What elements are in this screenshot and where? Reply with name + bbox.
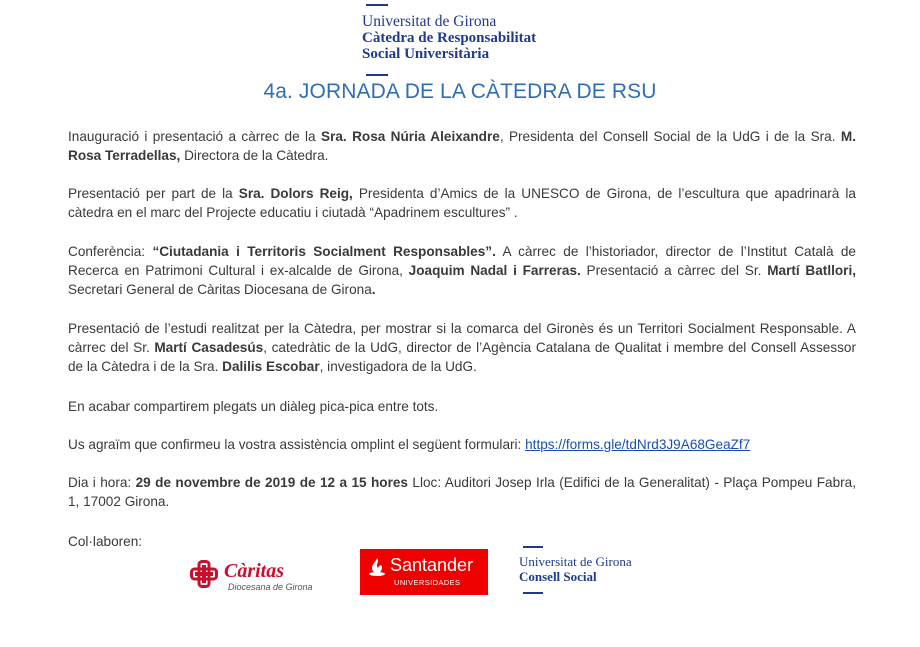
speaker-name: Martí Batllori,: [767, 263, 857, 278]
text: , Presidenta del Consell Social de la UdG i de la Sra.: [499, 129, 841, 144]
text: Presentació a càrrec del Sr.: [580, 263, 768, 278]
paragraph-registration: [68, 435, 856, 454]
santander-flame-icon: [367, 557, 387, 577]
text: Directora de la Càtedra.: [180, 148, 329, 163]
logo-top-mark: [523, 546, 543, 548]
udg-consell-social-logo: [519, 544, 669, 596]
text: Presentació per part de la: [68, 186, 239, 201]
text: Inauguració i presentació a càrrec de la: [68, 129, 321, 144]
text: Conferència:: [68, 244, 153, 259]
registration-form-link[interactable]: https://forms.gle/tdNrd3J9A68GeaZf7: [525, 437, 751, 452]
logo-line-consell: Consell Social: [519, 569, 597, 584]
paragraph-study: [68, 319, 856, 376]
paragraph-inauguration: [68, 127, 856, 165]
page-title: 4a. JORNADA DE LA CÀTEDRA DE RSU: [263, 80, 657, 103]
santander-logo: [360, 549, 488, 595]
paragraph-date-place: [68, 473, 856, 511]
santander-name: Santander: [390, 555, 474, 575]
speaker-name: Dalilis Escobar: [222, 359, 320, 374]
text: Presidenta d’Amics de la UNESCO de Girona, de l’escultura que apadrinarà la càtedra en el marc del Projecte educatiu i ciutadà “Apadrinem escultures” .: [68, 186, 856, 220]
logo-line-social: Social Universitària: [362, 46, 490, 62]
text: Secretari General de Càritas Diocesana de Girona: [68, 282, 372, 297]
logo-line-university: Universitat de Girona: [362, 13, 497, 30]
speaker-name: M. Rosa Terradellas,: [68, 129, 856, 163]
text: .: [371, 282, 376, 297]
text: , catedràtic de la UdG, director de l’Agència Catalana de Qualitat i membre del Consell Assessor de la Càtedra i de la Sra.: [68, 340, 856, 374]
logo-bottom-mark: [523, 592, 543, 594]
speaker-name: Joaquim Nadal i Farreras.: [408, 263, 581, 278]
collaborators-label: Col·laboren:: [68, 534, 143, 549]
text: Presentació de l’estudi realitzat per la Càtedra, per mostrar si la comarca del Gironès és un Territori Socialment Responsable. A càrrec del Sr.: [68, 321, 856, 355]
caritas-logo: [190, 558, 330, 598]
paragraph-closing: En acabar compartirem plegats un diàleg pica-pica entre tots.: [68, 399, 439, 414]
text: Dia i hora:: [68, 475, 136, 490]
udg-catedra-logo: [362, 4, 582, 76]
event-date: 29 de novembre de 2019 de 12 a 15 hores: [135, 475, 408, 490]
paragraph-sculpture: [68, 184, 856, 222]
speaker-name: Sra. Rosa Núria Aleixandre: [321, 129, 500, 144]
caritas-name: Càritas: [224, 560, 285, 582]
paragraph-conference: [68, 242, 856, 299]
conference-title: “Ciutadania i Territoris Socialment Responsables”.: [152, 244, 496, 259]
logo-top-mark: [366, 4, 388, 6]
caritas-cross-icon: [190, 560, 218, 588]
santander-subtitle: UNIVERSIDADES: [394, 578, 461, 587]
logo-line-catedra: Càtedra de Responsabilitat: [362, 30, 537, 46]
caritas-subtitle: Diocesana de Girona: [228, 582, 313, 592]
text: Us agraïm que confirmeu la vostra assistència omplint el següent formulari:: [68, 437, 526, 452]
logo-bottom-mark: [366, 74, 388, 76]
speaker-name: Martí Casadesús: [154, 340, 264, 355]
event-location: Lloc: Auditori Josep Irla (Edifici de la Generalitat) - Plaça Pompeu Fabra, 1, 17002 Girona.: [68, 475, 857, 509]
text: , investigadora de la UdG.: [319, 359, 477, 374]
speaker-name: Sra. Dolors Reig,: [238, 186, 353, 201]
logo-line-university: Universitat de Girona: [519, 554, 632, 569]
text: A càrrec de l’historiador, director de l’Institut Català de Recerca en Patrimoni Cultural i ex-alcalde de Girona,: [68, 244, 856, 278]
